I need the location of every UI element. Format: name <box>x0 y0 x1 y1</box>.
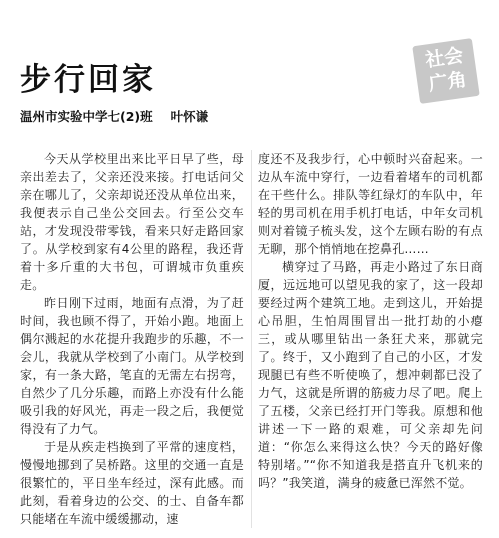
byline-school-class: 温州市实验中学七(2)班 <box>20 109 153 124</box>
article-title: 步行回家 <box>20 62 156 98</box>
byline-author: 叶怀谦 <box>170 109 209 124</box>
paragraph: 于是从疾走档换到了平常的速度档，慢慢地挪到了吴桥路。这里的交通一直是很繁忙的，平日坐车经过，深有此感。而此刻，看着身边的公交、的士、自备车都只能堵在车流中缓缓挪动，速 <box>20 440 244 526</box>
right-column <box>258 150 483 492</box>
stamp-line-2: 广角 <box>427 68 469 96</box>
paragraph: 今天从学校里出来比平日早了些，母亲出差去了，父亲还没来接。打电话问父亲在哪儿了，父亲却说还没从单位出来，我便表示自己坐公交回去。行至公交车站，才发现没带零钱，看来只好走路回家了。从学校到家有4公里的路程，我还背着十多斤重的大书包，可谓城市负重疾走。 <box>20 152 244 292</box>
paragraph: 横穿过了马路，再走小路过了东日商厦，远远地可以望见我的家了，这一段却要经过两个建筑工地。走到这儿，开始提心吊胆，生怕周围冒出一批打劫的小瘪三，或从哪里钻出一条狂犬来，那就完了。终于，又小跑到了自己的小区，才发现腿已有些不听使唤了，想冲刺都已没了力气，这就是所谓的筋疲力尽了吧。爬上了五楼，父亲已经打开门等我。原想和他讲述一下一路的艰难，可父亲却先问道：“你怎么来得这么快？今天的路好像特别堵。”“你不知道我是搭直升飞机来的吗？”我笑道，满身的疲惫已浑然不觉。 <box>258 260 483 490</box>
paragraph: 昨日刚下过雨，地面有点滑，为了赶时间，我也顾不得了，开始小跑。地面上偶尔溅起的水花提升我跑步的乐趣，不一会儿，我就从学校到了小南门。从学校到家，有一条大路，笔直的无需左右拐弯，自然少了几分乐趣，而路上亦没有什么能吸引我的好风光，再走一段之后，我便觉得没有了力气。 <box>20 296 244 436</box>
stamp-label <box>413 42 479 98</box>
paragraph-continuation: 度还不及我步行，心中顿时兴奋起来。一边从车流中穿行，一边看着堵车的司机都在干些什么。排队等红绿灯的车队中，年轻的男司机在用手机打电话，中年女司机则对着镜子梳头发，这个左顾右盼的有点无聊，那个悄悄地在挖鼻孔…… <box>258 152 483 256</box>
byline <box>20 109 208 125</box>
stamp-line-1: 社会 <box>423 44 465 72</box>
column-stamp <box>416 42 476 100</box>
column-divider <box>251 150 252 528</box>
left-column <box>20 150 244 528</box>
